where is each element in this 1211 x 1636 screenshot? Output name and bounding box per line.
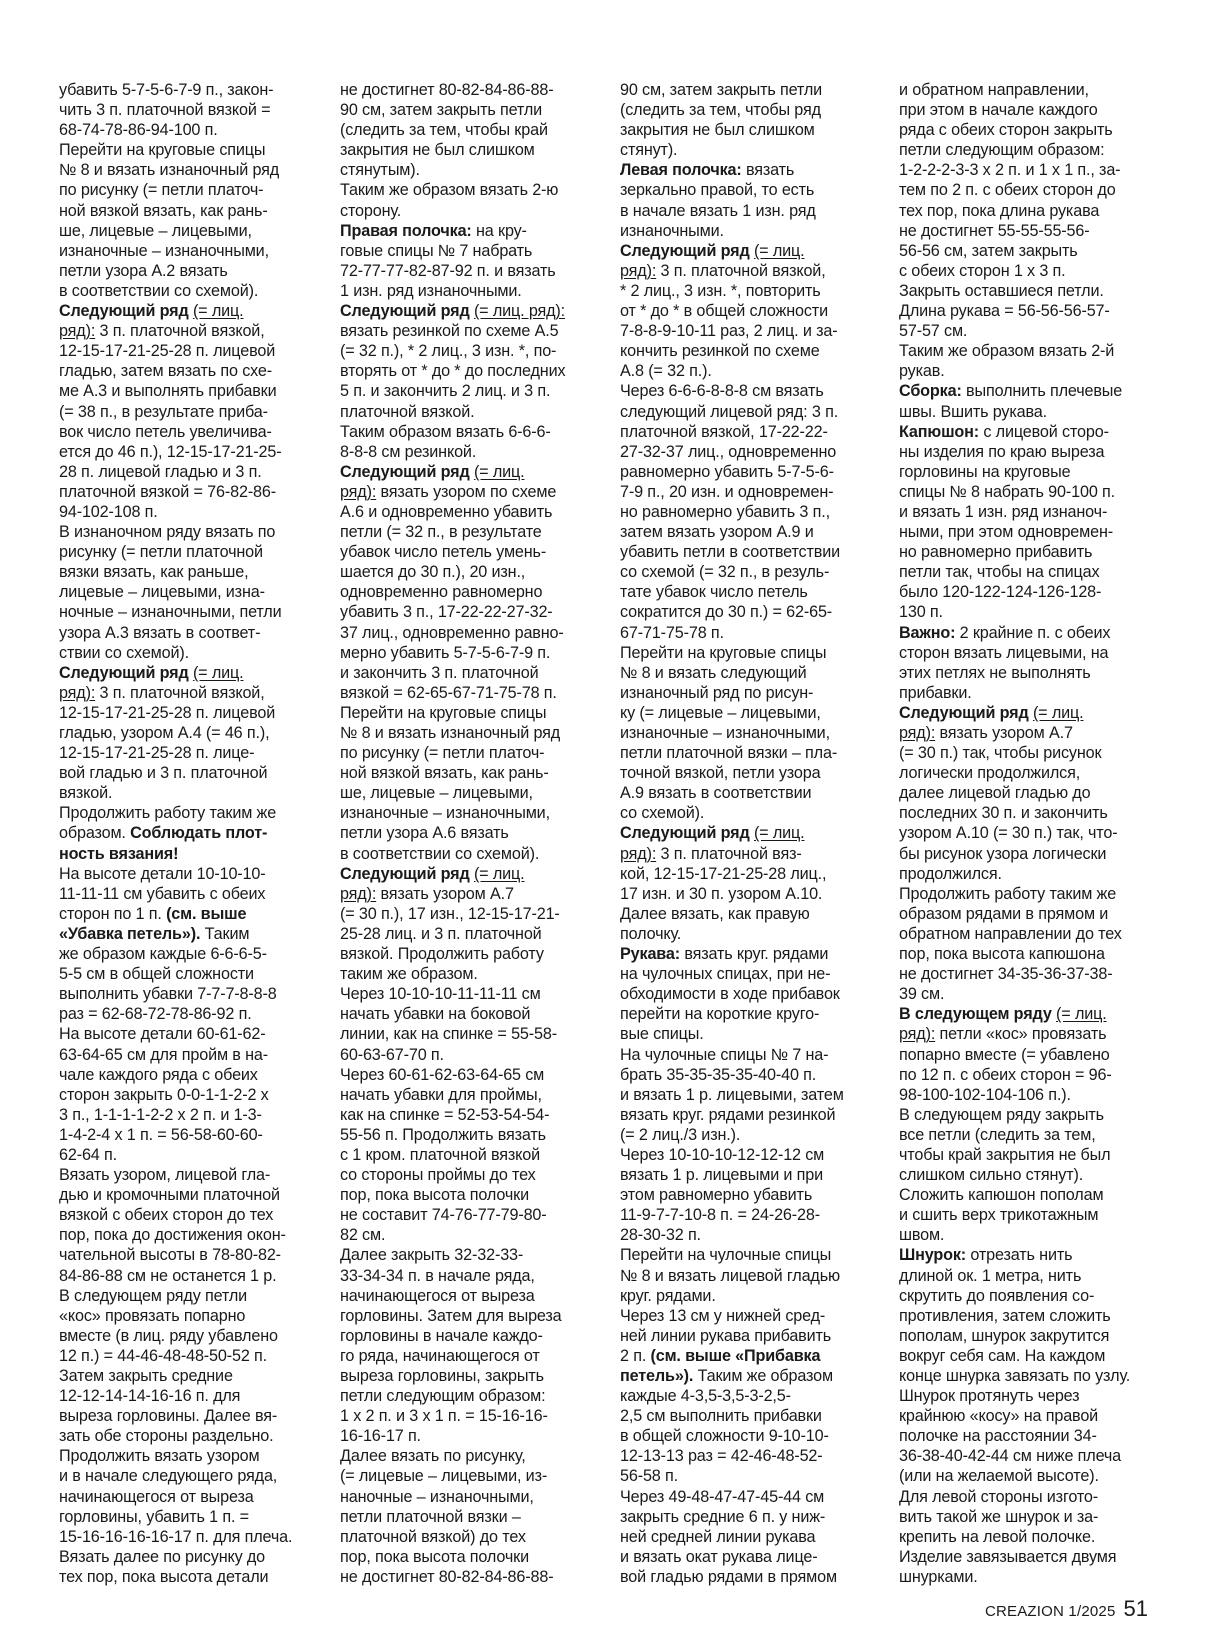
paragraph-text: вязать резинкой по схеме А.5 (= 32 п.), * 2 лиц., 3 изн. *, по- вторять от * до * до последних 5 п. и закончить 2 лиц. и 3 п. платочной вязкой. Таким образом вязать 6-6-6- 8-8-8 см резинкой. [340, 322, 566, 461]
paragraph [59, 864, 321, 1587]
text-column-1 [59, 80, 321, 1587]
paragraph [340, 864, 602, 1587]
paragraph [340, 301, 602, 462]
paragraph [59, 301, 321, 663]
paragraph-text: вязать круг. рядами на чулочных спицах, при не- обходимости в ходе прибавок перейти на короткие круго- вые спицы. На чулочные спицы № 7 на- брать 35-35-35-35-40-40 п. и вязать 1 р. лицевыми, затем вязать круг. рядами резинкой (= 2 лиц./3 изн.). Через 10-10-10-12-12-12 см вязать 1 р. лицевыми и при этом равномерно убавить 11-9-7-7-10-8 п. = 24-26-28- 28-30-32 п. Перейти на чулочные спицы № 8 и вязать лицевой гладью круг. рядами. Через 13 см у нижней сред- ней линии рукава прибавить 2 п. [620, 945, 844, 1365]
paragraph-text: Продолжить работу таким же образом. [59, 804, 277, 843]
section-heading: Следующий ряд [620, 824, 750, 843]
paragraph-text: и обратном направлении, при этом в начале каждого ряда с обеих сторон закрыть петли следующим образом: 1-2-2-2-3-3 х 2 п. и 1 х 1 п., за- тем по 2 п. с обеих сторон до тех пор, пока длина рукава не достигнет 55-55-55-56- 56-56 см, затем закрыть с обеих сторон 1 х 3 п. Закрыть оставшиеся петли. Длина рукава = 56-56-56-57- 57-57 см. Таким же образом вязать 2-й рукав. [899, 81, 1121, 381]
paragraph [899, 422, 1161, 623]
section-heading: Капюшон: [899, 422, 980, 441]
paragraph-text-continued: Таким же образом каждые 4-3,5-3,5-3-2,5- 2,5 см выполнить прибавки в общей сложности 9-10-10- 12-13-13 раз = 42-46-48-52- 56-58 п. Через 49-48-47-47-45-44 см закрыть средние 6 п. у ниж- ней средней линии рукава и вязать окат рукава лице- вой гладью рядами в прямом [620, 1367, 837, 1586]
paragraph-text: вязать узором по схеме А.6 и одновременно убавить петли (= 32 п., в результате убавок число петель умень- шается до 30 п.), 20 изн., одновременно равномерно убавить 3 п., 17-22-22-27-32- 37 лиц., одновременно равно- мерно убавить 5-7-5-6-7-9 п. и закончить 3 п. платочной вязкой = 62-65-67-71-75-78 п. Перейти на круговые спицы № 8 и вязать изнаночный ряд по рисунку (= петли платоч- ной вязкой вязать, как рань- ше, лицевые – лицевыми, изнаночные – изнаночными, петли узора А.6 вязать в соответствии со схемой). [340, 482, 564, 863]
emphasis-text: (см. выше «Прибавка петель»). [620, 1346, 821, 1385]
magazine-issue: CREAZION 1/2025 [984, 1603, 1116, 1620]
paragraph [899, 1245, 1161, 1587]
text-column-2 [340, 80, 602, 1587]
paragraph [620, 241, 882, 824]
page-footer [985, 1596, 1148, 1622]
paragraph [899, 80, 1161, 381]
paragraph-text: убавить 5-7-5-6-7-9 п., закон- чить 3 п. платочной вязкой = 68-74-78-86-94-100 п. Перейти на круговые спицы № 8 и вязать изнаночный ряд по рисунку (= петли платоч- ной вязкой вязать, как рань- ше, лицевые – лицевыми, изнаночные – изнаночными, петли узора А.2 вязать в соответствии со схемой). [59, 81, 280, 300]
row-type-note: (= лиц. ряд): [620, 824, 805, 863]
section-heading: Важно: [899, 623, 956, 642]
paragraph [899, 703, 1161, 1004]
text-column-4 [899, 80, 1161, 1587]
row-type-note: (= лиц. ряд): [473, 302, 566, 321]
section-heading: Следующий ряд [620, 241, 750, 260]
paragraph-text: не достигнет 80-82-84-86-88- 90 см, затем закрыть петли (следить за тем, чтобы край закрытия не был слишком стянутым). Таким же образом вязать 2-ю сторону. [340, 81, 559, 220]
section-heading: Следующий ряд [899, 703, 1029, 722]
section-heading: Следующий ряд [340, 462, 470, 481]
paragraph [340, 80, 602, 221]
section-heading: Следующий ряд [340, 864, 470, 883]
paragraph [620, 823, 882, 944]
text-column-3 [620, 80, 882, 1587]
section-heading: Следующий ряд [340, 302, 470, 321]
paragraph [899, 1004, 1161, 1245]
section-heading: Следующий ряд [59, 663, 189, 682]
paragraph-text: вязать узором А.7 (= 30 п.), 17 изн., 12-15-17-21- 25-28 лиц. и 3 п. платочной вязкой. Продолжить работу таким же образом. Через 10-10-10-11-11-11 см начать убавки на боковой линии, как на спинке = 55-58- 60-63-67-70 п. Через 60-61-62-63-64-65 см начать убавки для проймы, как на спинке = 52-53-54-54- 55-56 п. Продолжить вязать с 1 кром. платочной вязкой со стороны проймы до тех пор, пока высота полочки не составит 74-76-77-79-80- 82 см. Далее закрыть 32-32-33- 33-34-34 п. в начале ряда, начинающегося от выреза горловины. Затем для выреза горловины в начале каждо- го ряда, начинающегося от выреза горловины, закрыть петли следующим образом: 1 х 2 п. и 3 х 1 п. = 15-16-16- 16-16-17 п. Далее вязать по рисунку, (= лицевые – лицевыми, из- наночные – изнаночными, петли платочной вязки – платочной вязкой) до тех пор, пока высота полочки не достигнет 80-82-84-86-88- [340, 884, 562, 1586]
paragraph [340, 462, 602, 864]
paragraph-text: 2 крайние п. с обеих сторон вязать лицевыми, на этих петлях не выполнять прибавки. [899, 623, 1111, 702]
paragraph-text: выполнить плечевые швы. Вшить рукава. [899, 382, 1123, 421]
paragraph [899, 623, 1161, 703]
section-heading: Сборка: [899, 382, 962, 401]
paragraph-text: 3 п. платочной вяз- кой, 12-15-17-21-25-28 лиц., 17 изн. и 30 п. узором А.10. Далее вязать, как правую полочку. [620, 844, 827, 943]
paragraph-text: На высоте детали 10-10-10- 11-11-11 см убавить с обеих сторон по 1 п. [59, 864, 266, 923]
paragraph-text: 90 см, затем закрыть петли (следить за тем, чтобы ряд закрытия не был слишком стянут). [620, 81, 823, 160]
paragraph [59, 663, 321, 804]
row-type-note: (= лиц. ряд): [59, 302, 244, 341]
paragraph-text: 3 п. платочной вязкой, * 2 лиц., 3 изн. *, повторить от * до * в общей сложности 7-8-8-9-10-11 раз, 2 лиц. и за- кончить резинкой по схеме А.8 (= 32 п.). Через 6-6-6-8-8-8 см вязать следующий лицевой ряд: 3 п. платочной вязкой, 17-22-22- 27-32-37 лиц., одновременно равномерно убавить 5-7-5-6- 7-9 п., 20 изн. и одновремен- но равномерно убавить 3 п., затем вязать узором А.9 и убавить петли в соответствии со схемой (= 32 п., в резуль- тате убавок число петель сократится до 30 п.) = 62-65- 67-71-75-78 п. Перейти на круговые спицы № 8 и вязать следующий изнаночный ряд по рисун- ку (= лицевые – лицевыми, изнаночные – изнаночными, петли платочной вязки – пла- точной вязкой, петли узора А.9 вязать в соответствии со схемой). [620, 261, 840, 823]
paragraph [620, 80, 882, 160]
paragraph [899, 381, 1161, 421]
section-heading: Левая полочка: [620, 161, 742, 180]
paragraph [59, 803, 321, 863]
section-heading: Правая полочка: [340, 221, 472, 240]
paragraph-text: петли «кос» провязать попарно вместе (= убавлено по 12 п. с обеих сторон = 96- 98-100-102-104-106 п.). В следующем ряду закрыть все петли (следить за тем, чтобы край закрытия не был слишком сильно стянут). Сложить капюшон пополам и сшить верх трикотажным швом. [899, 1025, 1112, 1245]
paragraph-text: 3 п. платочной вязкой, 12-15-17-21-25-28 п. лицевой гладью, узором А.4 (= 46 п.), 12-15-17-21-25-28 п. лице- вой гладью и 3 п. платочной вязкой. [59, 683, 276, 803]
emphasis-text: Соблюдать плот- ность вязания! [59, 824, 268, 863]
row-type-note: (= лиц. ряд): [59, 663, 244, 702]
paragraph [620, 944, 882, 1587]
row-type-note: (= лиц. ряд): [899, 1005, 1107, 1044]
row-type-note: (= лиц. ряд): [899, 703, 1084, 742]
page-number: 51 [1123, 1596, 1148, 1621]
section-heading: Рукава: [620, 945, 680, 964]
row-type-note: (= лиц. ряд): [340, 864, 525, 903]
section-heading: В следующем ряду [899, 1005, 1052, 1024]
paragraph-text: вязать узором А.7 (= 30 п.) так, чтобы рисунок логически продолжился, далее лицевой гладью до последних 30 п. и закончить узором А.10 (= 30 п.) так, что- бы рисунок узора логически продолжился. Продолжить работу таким же образом рядами в прямом и обратном направлении до тех пор, пока высота капюшона не достигнет 34-35-36-37-38- 39 см. [899, 724, 1122, 1004]
paragraph-text: на кру- говые спицы № 7 набрать 72-77-77-82-87-92 п. и вязать 1 изн. ряд изнаночными. [340, 221, 556, 300]
emphasis-text: (см. выше «Убавка петель»). [59, 904, 247, 943]
paragraph [340, 221, 602, 301]
paragraph-text-continued: Таким же образом каждые 6-6-6-5- 5-5 см в общей сложности выполнить убавки 7-7-7-8-8-8 раз = 62-68-72-78-86-92 п. На высоте детали 60-61-62- 63-64-65 см для пройм в на- чале каждого ряда с обеих сторон закрыть 0-0-1-1-2-2 х 3 п., 1-1-1-1-2-2 х 2 п. и 1-3- 1-4-2-4 х 1 п. = 56-58-60-60- 62-64 п. Вязать узором, лицевой гла- дью и кромочными платочной вязкой с обеих сторон до тех пор, пока до достижения окон- чательной высоты в 78-80-82- 84-86-88 см не останется 1 р. В следующем ряду петли «кос» провязать попарно вместе (в лиц. ряду убавлено 12 п.) = 44-46-48-48-50-52 п. Затем закрыть средние 12-12-14-14-16-16 п. для выреза горловины. Далее вя- зать обе стороны раздельно. Продолжить вязать узором и в начале следующего ряда, начинающегося от выреза горловины, убавить 1 п. = 15-16-16-16-16-17 п. для плеча. Вязать далее по рисунку до тех пор, пока высота детали [59, 924, 293, 1586]
paragraph-text: отрезать нить длиной ок. 1 метра, нить скрутить до появления со- противления, затем сложить пополам, шнурок закрутится вокруг себя сам. На каждом конце шнурка завязать по узлу. Шнурок протянуть через крайнюю «косу» на правой полочке на расстоянии 34- 36-38-40-42-44 см ниже плеча (или на желаемой высоте). Для левой стороны изгото- вить такой же шнурок и за- крепить на левой полочке. Изделие завязывается двумя шнурками. [899, 1246, 1131, 1586]
paragraph [620, 160, 882, 240]
paragraph [59, 80, 321, 301]
section-heading: Следующий ряд [59, 302, 189, 321]
paragraph-text: вязать зеркально правой, то есть в начале вязать 1 изн. ряд изнаночными. [620, 161, 816, 240]
section-heading: Шнурок: [899, 1246, 967, 1265]
paragraph-text: 3 п. платочной вязкой, 12-15-17-21-25-28 п. лицевой гладью, затем вязать по схе- ме А.3 и выполнять прибавки (= 38 п., в результате приба- вок число петель увеличива- ется до 46 п.), 12-15-17-21-25- 28 п. лицевой гладью и 3 п. платочной вязкой = 76-82-86- 94-102-108 п. В изнаночном ряду вязать по рисунку (= петли платочной вязки вязать, как раньше, лицевые – лицевыми, изна- ночные – изнаночными, петли узора А.3 вязать в соответ- ствии со схемой). [59, 322, 282, 662]
paragraph-text: с лицевой сторо- ны изделия по краю выреза горловины на круговые спицы № 8 набрать 90-100 п. и вязать 1 изн. ряд изнаноч- ными, при этом одновремен- но равномерно прибавить петли так, чтобы на спицах было 120-122-124-126-128- 130 п. [899, 422, 1115, 622]
row-type-note: (= лиц. ряд): [620, 241, 805, 280]
row-type-note: (= лиц. ряд): [340, 462, 525, 501]
